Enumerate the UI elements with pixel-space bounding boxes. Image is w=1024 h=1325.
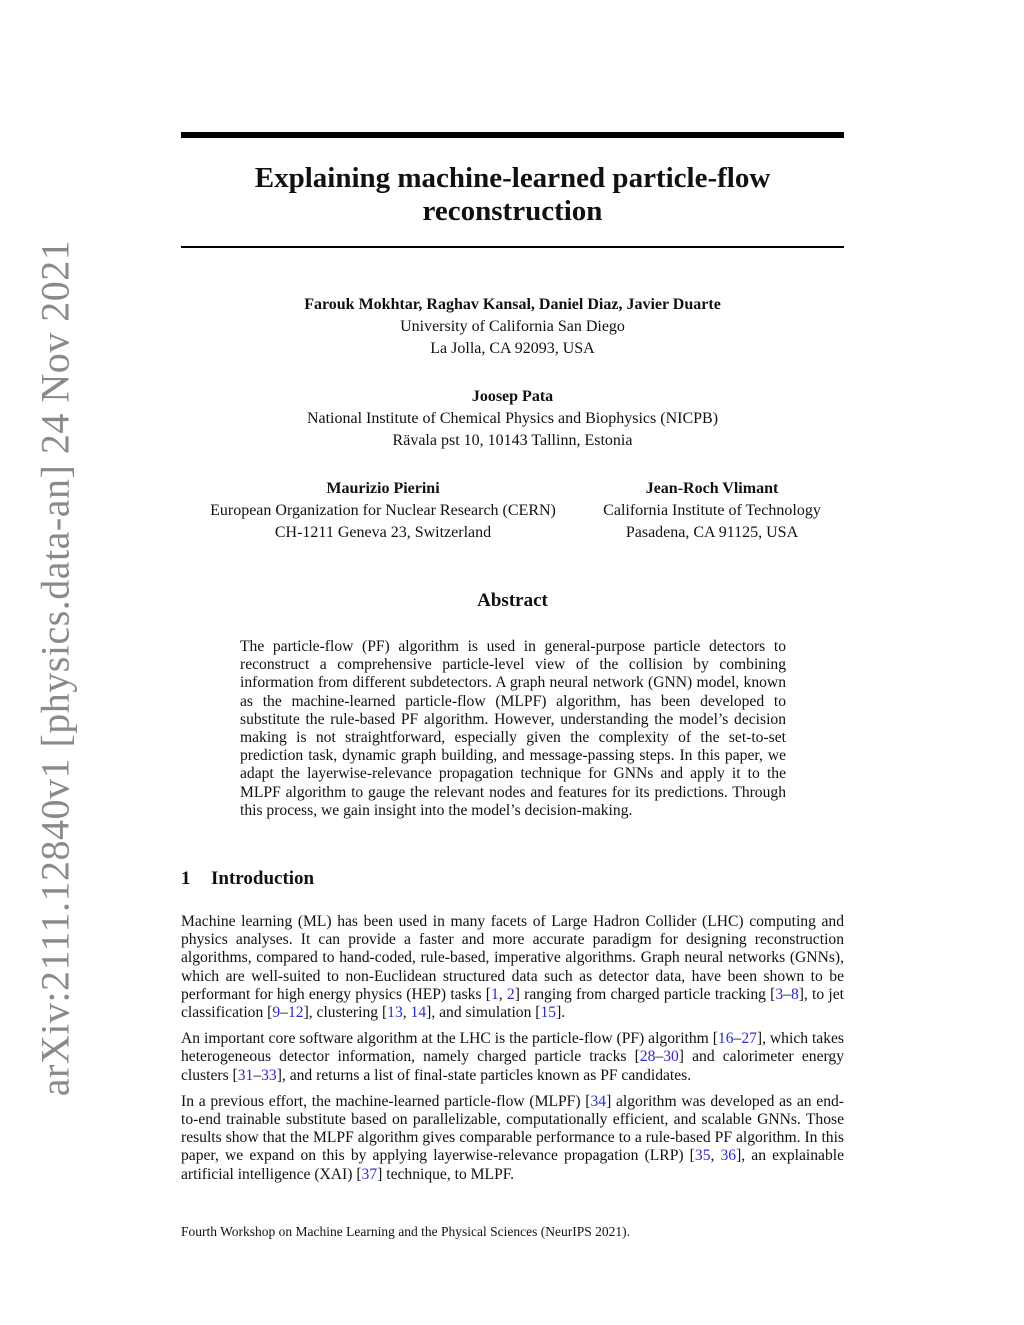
footnote: Fourth Workshop on Machine Learning and the Physical Sciences (NeurIPS 2021).	[181, 1224, 630, 1239]
paragraph	[181, 1030, 844, 1085]
paragraph-text: –	[783, 985, 791, 1003]
arxiv-identifier[interactable]: arXiv:2111.12840v1 [physics.data-an] 24 Nov 2021	[32, 239, 78, 1097]
citation-link[interactable]: 27	[741, 1030, 757, 1048]
introduction-body	[181, 913, 844, 1192]
section-title: Introduction	[211, 868, 315, 889]
paragraph-text: ], clustering [	[303, 1004, 388, 1022]
abstract-heading: Abstract	[477, 590, 548, 611]
citation-link[interactable]: 8	[790, 985, 799, 1003]
paragraph	[181, 913, 844, 1022]
paragraph-text: ], to jet classification [	[181, 985, 845, 1022]
citation-link[interactable]: 34	[590, 1092, 607, 1110]
paragraph-text: –	[280, 1004, 288, 1022]
author-affiliation: University of California San Diego	[400, 318, 625, 335]
paragraph-text: ].	[556, 1004, 566, 1022]
section-heading-introduction	[181, 868, 314, 890]
citation-link[interactable]: 1	[490, 985, 499, 1003]
paragraph-text: ,	[710, 1147, 721, 1165]
citation-link[interactable]: 3	[775, 985, 784, 1003]
author-block-nicpb	[181, 386, 844, 452]
author-block-caltech	[580, 478, 844, 544]
author-address: La Jolla, CA 92093, USA	[430, 340, 595, 357]
author-affiliation: California Institute of Technology	[603, 502, 821, 519]
citation-link[interactable]: 15	[540, 1004, 557, 1022]
author-block-ucsd	[181, 294, 844, 360]
citation-link[interactable]: 16	[717, 1030, 734, 1048]
citation-link[interactable]: 36	[720, 1147, 737, 1165]
paragraph-text: ], which takes heterogeneous detector information, namely charged particle tracks [	[181, 1030, 844, 1066]
author-address: Rävala pst 10, 10143 Tallinn, Estonia	[392, 432, 633, 449]
author-address: CH-1211 Geneva 23, Switzerland	[274, 524, 492, 541]
author-names: Joosep Pata	[471, 388, 554, 405]
paragraph-text: In a previous effort, the machine-learned particle-flow (MLPF) [	[181, 1092, 591, 1110]
author-names: Farouk Mokhtar, Raghav Kansal, Daniel Diaz, Javier Duarte	[304, 296, 721, 313]
paragraph-text: –	[253, 1066, 262, 1084]
paragraph-text: ,	[402, 1004, 411, 1022]
citation-link[interactable]: 2	[506, 985, 515, 1003]
citation-link[interactable]: 28	[639, 1048, 656, 1066]
citation-link[interactable]: 35	[694, 1147, 711, 1165]
citation-link[interactable]: 37	[361, 1165, 378, 1183]
paragraph-text: ] algorithm was developed as an end-to-end trainable substitute based on parallelizable, computationally efficient, and scalable GNNs. Those results show that the MLPF algorithm gives comparable performance to a rule-based PF algorithm. In this paper, we expand on this by applying layerwise-relevance propagation (LRP) [	[181, 1092, 844, 1165]
author-address: Pasadena, CA 91125, USA	[625, 524, 799, 541]
paragraph-text: Machine learning (ML) has been used in many facets of Large Hadron Collider (LHC) computing and physics analyses. It can provide a faster and more accurate paradigm for designing reconstruction algorithms, compared to hand-coded, rule-based, imperative algorithms. Graph neural networks (GNNs), which are well-suited to non-Euclidean structured data such as detector data, have been shown to be performant for high energy physics (HEP) tasks [	[181, 913, 844, 1003]
citation-link[interactable]: 13	[387, 1004, 403, 1022]
paragraph-text: –	[733, 1030, 742, 1048]
citation-link[interactable]: 9	[272, 1004, 281, 1022]
citation-link[interactable]: 14	[410, 1004, 427, 1022]
paper-title: Explaining machine-learned particle-flow reconstruction	[254, 162, 771, 227]
citation-link[interactable]: 30	[663, 1048, 679, 1066]
author-affiliation: European Organization for Nuclear Research (CERN)	[210, 502, 556, 519]
abstract-text: The particle-flow (PF) algorithm is used in general-purpose particle detectors to reconstruct a comprehensive particle-level view of the collision by combining information from different subdetectors. A graph neural network (GNN) model, known as the machine-learned particle-flow (MLPF) algorithm, has been developed to substitute the rule-based PF algorithm. However, understanding the model’s decision making is not straightforward, especially given the complexity of the set-to-set prediction task, dynamic graph building, and message-passing steps. In this paper, we adapt the layerwise-relevance propagation technique for GNNs and apply it to the MLPF algorithm to gauge the relevant nodes and features for its predictions. Through this process, we gain insight into the model’s decision-making.	[240, 638, 786, 819]
paragraph-text: ] technique, to MLPF.	[377, 1165, 515, 1183]
author-names: Maurizio Pierini	[326, 480, 440, 497]
paragraph-text: –	[655, 1048, 664, 1066]
section-number: 1	[181, 868, 191, 889]
title-top-rule	[181, 132, 844, 138]
author-affiliation: National Institute of Chemical Physics and Biophysics (NICPB)	[306, 410, 719, 427]
citation-link[interactable]: 33	[261, 1066, 277, 1084]
author-block-cern	[181, 478, 585, 544]
citation-link[interactable]: 12	[287, 1004, 304, 1022]
paragraph-text: ,	[498, 985, 507, 1003]
paragraph-text: An important core software algorithm at the LHC is the particle-flow (PF) algorithm [	[181, 1030, 718, 1048]
author-names: Jean-Roch Vlimant	[645, 480, 779, 497]
paragraph-text: ], and simulation [	[426, 1004, 541, 1022]
paragraph-text: ], an explainable artificial intelligence (XAI) [	[181, 1147, 845, 1183]
paragraph-text: ] ranging from charged particle tracking [	[514, 985, 776, 1003]
paragraph-text: ], and returns a list of final-state particles known as PF candidates.	[276, 1066, 692, 1084]
paragraph-text: ] and calorimeter energy clusters [	[181, 1048, 844, 1084]
title-bottom-rule	[181, 246, 844, 248]
citation-link[interactable]: 31	[237, 1066, 254, 1084]
paragraph	[181, 1093, 844, 1184]
